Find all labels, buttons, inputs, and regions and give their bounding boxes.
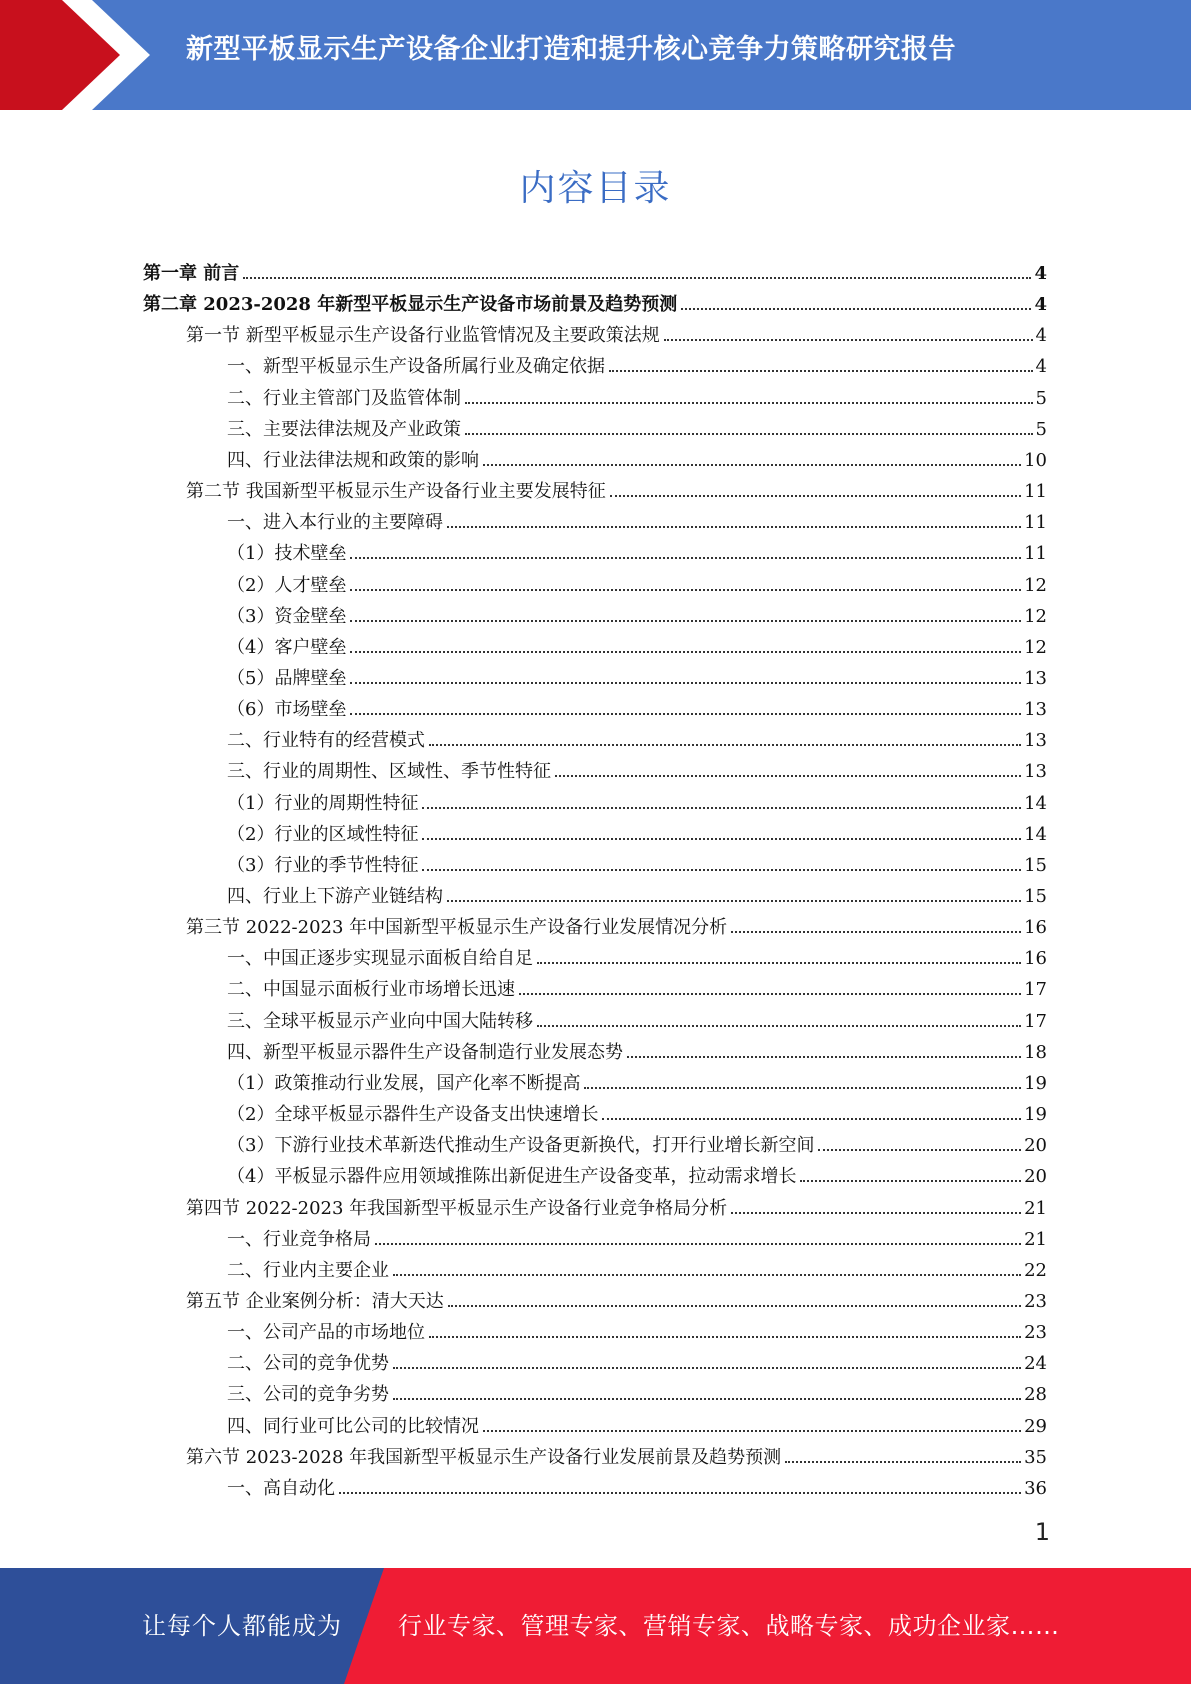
toc-entry-label: 三、主要法律法规及产业政策 — [227, 418, 461, 440]
toc-entry[interactable] — [186, 1438, 1047, 1469]
toc-entry[interactable] — [227, 1095, 1047, 1126]
toc-entry-page: 13 — [1024, 667, 1047, 689]
toc-entry-label: 三、全球平板显示产业向中国大陆转移 — [227, 1010, 533, 1032]
toc-entry-page: 12 — [1024, 574, 1047, 596]
toc-leader-dots — [731, 931, 1021, 933]
toc-entry[interactable] — [227, 1002, 1047, 1033]
toc-entry-label: 一、高自动化 — [227, 1477, 335, 1499]
toc-entry[interactable] — [227, 534, 1047, 565]
toc-entry-label: 一、新型平板显示生产设备所属行业及确定依据 — [227, 356, 605, 378]
toc-entry-page: 13 — [1024, 699, 1047, 721]
toc-entry[interactable] — [227, 566, 1047, 597]
report-title: 新型平板显示生产设备企业打造和提升核心竞争力策略研究报告 — [186, 34, 956, 65]
toc-entry[interactable] — [186, 908, 1047, 939]
toc-leader-dots — [627, 1056, 1021, 1058]
toc-leader-dots — [429, 744, 1021, 746]
toc-entry[interactable] — [227, 1407, 1047, 1438]
toc-entry[interactable] — [227, 1313, 1047, 1344]
toc-leader-dots — [350, 713, 1021, 715]
toc-leader-dots — [350, 589, 1021, 591]
toc-entry-label: 第三节 2022-2023 年中国新型平板显示生产设备行业发展情况分析 — [186, 917, 728, 939]
toc-leader-dots — [350, 557, 1021, 559]
toc-entry-page: 16 — [1024, 948, 1047, 970]
toc-leader-dots — [465, 402, 1033, 404]
toc-entry[interactable] — [227, 877, 1047, 908]
toc-entry-page: 15 — [1024, 886, 1047, 907]
toc-entry[interactable] — [227, 752, 1047, 783]
toc-entry-label: （1）政策推动行业发展，国产化率不断提高 — [227, 1072, 581, 1094]
footer-slogan-left: 让每个人都能成为 — [142, 1612, 342, 1640]
toc-entry[interactable] — [227, 503, 1047, 534]
toc-entry-label: 二、行业内主要企业 — [227, 1259, 389, 1281]
toc-entry[interactable] — [227, 659, 1047, 690]
toc-entry-page: 12 — [1024, 605, 1047, 627]
toc-entry-label: （1）技术壁垒 — [227, 543, 347, 565]
header-banner — [0, 0, 1191, 110]
toc-leader-dots — [422, 869, 1021, 871]
toc-leader-dots — [393, 1367, 1021, 1369]
toc-entry[interactable] — [227, 1064, 1047, 1095]
toc-entry-label: 三、公司的竞争劣势 — [227, 1384, 389, 1406]
toc-entry-page: 14 — [1024, 823, 1047, 845]
toc-entry-page: 13 — [1024, 761, 1047, 783]
toc-entry[interactable] — [227, 846, 1047, 877]
toc-entry-page: 28 — [1024, 1384, 1047, 1406]
toc-entry-page: 16 — [1024, 917, 1047, 939]
toc-entry-page: 14 — [1024, 792, 1047, 814]
toc-leader-dots — [537, 1025, 1021, 1027]
toc-leader-dots — [243, 277, 1031, 279]
toc-leader-dots — [681, 308, 1031, 310]
toc-entry-label: 二、公司的竞争优势 — [227, 1353, 389, 1375]
toc-entry-label: （4）客户壁垒 — [227, 636, 347, 658]
toc-entry[interactable] — [186, 316, 1047, 347]
toc-entry-label: （2）行业的区域性特征 — [227, 823, 419, 845]
toc-entry-page: 36 — [1024, 1477, 1047, 1499]
toc-entry-label: 一、中国正逐步实现显示面板自给自足 — [227, 948, 533, 970]
toc-entry-page: 11 — [1024, 481, 1047, 503]
toc-leader-dots — [731, 1212, 1021, 1214]
toc-entry-page: 29 — [1024, 1415, 1047, 1437]
toc-entry-label: 第二节 我国新型平板显示生产设备行业主要发展特征 — [186, 481, 606, 503]
toc-leader-dots — [664, 339, 1033, 341]
toc-entry-label: （3）资金壁垒 — [227, 605, 347, 627]
toc-entry[interactable] — [227, 410, 1047, 441]
toc-leader-dots — [422, 807, 1021, 809]
toc-entry-label: （4）平板显示器件应用领域推陈出新促进生产设备变革，拉动需求增长 — [227, 1166, 797, 1188]
toc-entry-page: 15 — [1024, 854, 1047, 876]
toc-entry-page: 21 — [1024, 1228, 1047, 1250]
toc-entry-page: 35 — [1024, 1446, 1047, 1468]
toc-entry-label: （5）品牌壁垒 — [227, 667, 347, 689]
toc-entry-label: 四、同行业可比公司的比较情况 — [227, 1415, 479, 1437]
toc-entry[interactable] — [227, 379, 1047, 410]
toc-leader-dots — [429, 1336, 1021, 1338]
toc-leader-dots — [800, 1180, 1021, 1182]
toc-entry[interactable] — [227, 1033, 1047, 1064]
footer-banner — [0, 1568, 1191, 1684]
toc-entry-label: 第六节 2023-2028 年我国新型平板显示生产设备行业发展前景及趋势预测 — [186, 1446, 782, 1468]
toc-entry-label: 一、公司产品的市场地位 — [227, 1322, 425, 1344]
toc-entry[interactable] — [186, 472, 1047, 503]
toc-entry-label: （3）下游行业技术革新迭代推动生产设备更新换代，打开行业增长新空间 — [227, 1135, 815, 1157]
toc-entry-page: 12 — [1024, 636, 1047, 658]
toc-entry-page: 23 — [1024, 1322, 1047, 1344]
toc-leader-dots — [393, 1274, 1021, 1276]
toc-entry[interactable] — [227, 939, 1047, 970]
toc-entry[interactable] — [227, 721, 1047, 752]
toc-entry-page: 23 — [1024, 1290, 1047, 1312]
toc-entry[interactable] — [227, 1157, 1047, 1188]
toc-entry-label: 二、行业主管部门及监管体制 — [227, 387, 461, 409]
toc-entry-page: 20 — [1024, 1166, 1047, 1188]
toc-entry[interactable] — [227, 1251, 1047, 1282]
toc-entry[interactable] — [227, 1375, 1047, 1406]
toc-leader-dots — [785, 1461, 1021, 1463]
toc-entry-label: 三、行业的周期性、区域性、季节性特征 — [227, 761, 551, 783]
toc-leader-dots — [350, 651, 1021, 653]
toc-entry-page: 19 — [1024, 1104, 1047, 1126]
toc-leader-dots — [393, 1398, 1021, 1400]
toc-entry-page: 21 — [1024, 1197, 1047, 1219]
toc-entry[interactable] — [227, 1469, 1047, 1500]
toc-entry[interactable] — [227, 1126, 1047, 1157]
toc-entry-page: 4 — [1034, 294, 1047, 316]
toc-entry-page: 4 — [1035, 356, 1047, 378]
toc-heading: 内容目录 — [519, 168, 672, 209]
toc-leader-dots — [447, 526, 1021, 528]
toc-entry-page: 10 — [1024, 449, 1047, 471]
toc-entry[interactable] — [227, 815, 1047, 846]
toc-entry-page: 17 — [1024, 1010, 1047, 1032]
toc-entry[interactable] — [227, 628, 1047, 659]
toc-leader-dots — [422, 838, 1021, 840]
toc-leader-dots — [447, 900, 1021, 902]
toc-leader-dots — [537, 962, 1021, 964]
toc-entry-label: 四、行业上下游产业链结构 — [227, 886, 443, 907]
toc-entry[interactable] — [227, 441, 1047, 472]
toc-entry-label: 四、新型平板显示器件生产设备制造行业发展态势 — [227, 1041, 623, 1063]
toc-leader-dots — [339, 1492, 1021, 1494]
toc-entry[interactable] — [143, 285, 1047, 316]
toc-entry-page: 5 — [1035, 387, 1047, 409]
toc-entry-page: 20 — [1024, 1135, 1047, 1157]
toc-entry-label: 二、行业特有的经营模式 — [227, 730, 425, 752]
toc-entry[interactable] — [227, 347, 1047, 378]
toc-entry-label: （6）市场壁垒 — [227, 699, 347, 721]
toc-leader-dots — [519, 993, 1021, 995]
toc-entry-page: 13 — [1024, 730, 1047, 752]
toc-entry-label: 四、行业法律法规和政策的影响 — [227, 449, 479, 471]
toc-entry-page: 22 — [1024, 1259, 1047, 1281]
toc-entry-label: 一、进入本行业的主要障碍 — [227, 512, 443, 534]
toc-entry-label: 第四节 2022-2023 年我国新型平板显示生产设备行业竞争格局分析 — [186, 1197, 728, 1219]
toc-entry[interactable] — [227, 970, 1047, 1001]
toc-entry[interactable] — [186, 1282, 1047, 1313]
toc-leader-dots — [465, 433, 1033, 435]
toc-entry[interactable] — [227, 597, 1047, 628]
toc-entry[interactable] — [227, 1344, 1047, 1375]
toc-leader-dots — [610, 495, 1021, 497]
toc-entry[interactable] — [143, 254, 1047, 285]
toc-leader-dots — [602, 1118, 1021, 1120]
toc-entry-label: 二、中国显示面板行业市场增长迅速 — [227, 979, 515, 1001]
toc-entry-label: 第一节 新型平板显示生产设备行业监管情况及主要政策法规 — [186, 325, 660, 347]
toc-entry-label: 一、行业竞争格局 — [227, 1228, 371, 1250]
toc-entry-label: 第二章 2023-2028 年新型平板显示生产设备市场前景及趋势预测 — [143, 294, 678, 316]
toc-leader-dots — [584, 1087, 1021, 1089]
toc-leader-dots — [818, 1149, 1021, 1151]
toc-entry-page: 4 — [1035, 325, 1047, 347]
toc-entry[interactable] — [227, 784, 1047, 815]
toc-leader-dots — [350, 620, 1021, 622]
toc-entry[interactable] — [227, 1220, 1047, 1251]
toc-entry-page: 11 — [1024, 543, 1047, 565]
toc-entry-label: 第五节 企业案例分析：清大天达 — [186, 1290, 444, 1312]
toc-entry-label: （1）行业的周期性特征 — [227, 792, 419, 814]
page-number: 1 — [1034, 1518, 1050, 1546]
toc-entry-page: 4 — [1034, 263, 1047, 284]
toc-leader-dots — [609, 370, 1033, 372]
toc-entry-page: 19 — [1024, 1072, 1047, 1094]
toc-entry-label: （2）人才壁垒 — [227, 574, 347, 596]
toc-entry-page: 18 — [1024, 1041, 1047, 1063]
toc-leader-dots — [483, 464, 1021, 466]
toc-leader-dots — [483, 1430, 1021, 1432]
toc-entry-label: （3）行业的季节性特征 — [227, 854, 419, 876]
toc-entry-label: 第一章 前言 — [143, 263, 240, 284]
toc-leader-dots — [555, 775, 1021, 777]
toc-leader-dots — [375, 1243, 1021, 1245]
toc-entry-label: （2）全球平板显示器件生产设备支出快速增长 — [227, 1104, 599, 1126]
toc-entry-page: 24 — [1024, 1353, 1047, 1375]
toc-entry-page: 11 — [1024, 512, 1047, 534]
toc-leader-dots — [350, 682, 1021, 684]
toc-entry-page: 5 — [1035, 418, 1047, 440]
toc-entry-page: 17 — [1024, 979, 1047, 1001]
toc-entry[interactable] — [186, 1189, 1047, 1220]
toc-leader-dots — [448, 1305, 1021, 1307]
footer-slogan-right: 行业专家、管理专家、营销专家、战略专家、成功企业家…… — [398, 1612, 1060, 1640]
toc-entry[interactable] — [227, 690, 1047, 721]
